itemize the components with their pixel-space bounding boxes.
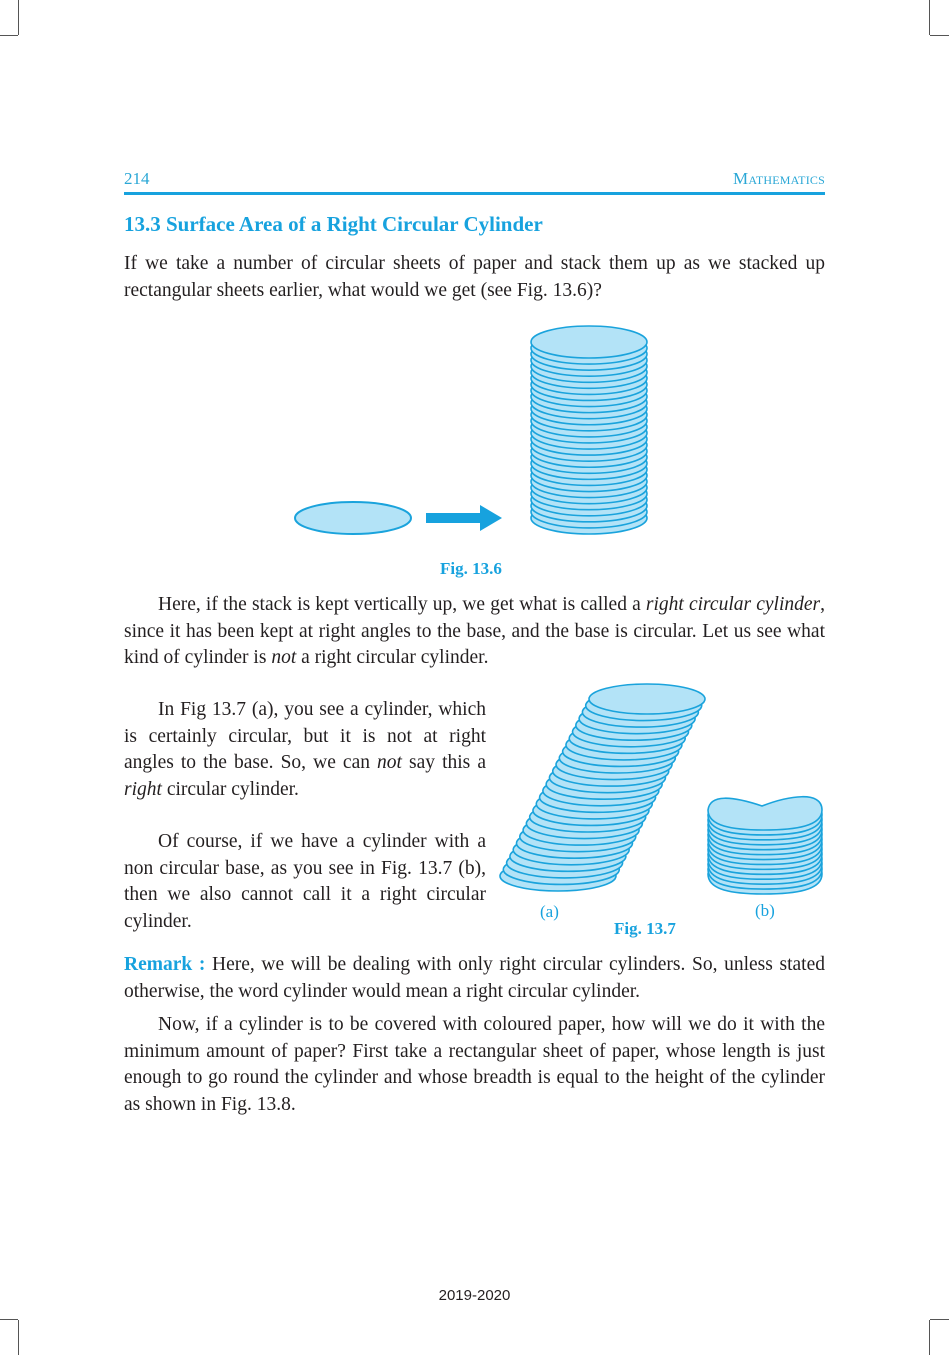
disc [531,326,647,358]
disc-stack [531,326,647,534]
figure-label-b: (b) [755,901,775,920]
section-title: 13.3 Surface Area of a Right Circular Cylinder [124,212,543,236]
paragraph-right-circular: Here, if the stack is kept vertically up, we get what is called a right circular cylinder, since it has been kept at right angles to the base, and the base is circular. Let us see what kind of cylinder is not a right circular cylinder. [124,594,825,668]
figure-caption: Fig. 13.6 [440,559,502,578]
crop-mark [0,1319,18,1320]
remark: Remark : Here, we will be dealing with only right circular cylinders. So, unless stated otherwise, the word cylinder would mean a right circular cylinder. [124,954,825,1002]
figure-13-6 [280,318,670,546]
non-circular-stack [708,797,822,894]
paragraph-non-circular: Of course, if we have a cylinder with a non circular base, as you see in Fig. 13.7 (b), then we also cannot call it a right circular cylinder. [124,831,486,932]
oblique-disc-stack [500,684,705,891]
crop-mark [18,0,19,35]
paragraph-intro: If we take a number of circular sheets of paper and stack them up as we stacked up rectangular sheets earlier, what would we get (see Fig. 13.6)? [124,253,825,301]
arrow-icon [426,505,502,531]
page-number: 214 [124,169,150,188]
crop-mark [0,35,18,36]
single-disc [295,502,411,534]
paragraph-oblique: In Fig 13.7 (a), you see a cylinder, which is certainly circular, but it is not at right angles to the base. So, we can not say this a right circular cylinder. [124,699,486,800]
header-rule [124,192,825,195]
footer-year: 2019-2020 [438,1287,511,1304]
remark-label: Remark : [124,954,206,975]
running-head: Mathematics [733,169,825,188]
disc [589,684,705,714]
figure-13-7 [496,680,836,902]
crop-mark [929,0,930,35]
crop-mark [930,35,949,36]
crop-mark [18,1320,19,1355]
crop-mark [930,1319,949,1320]
paragraph-covering: Now, if a cylinder is to be covered with coloured paper, how will we do it with the minimum amount of paper? First take a rectangular sheet of paper, whose length is just enough to go round the cylinder and whose breadth is equal to the height of the cylinder as shown in Fig. 13.8. [124,1014,825,1115]
page-header [124,166,825,196]
figure-label-a: (a) [540,902,559,921]
crop-mark [929,1320,930,1355]
disc [708,797,822,830]
figure-caption: Fig. 13.7 [614,919,676,938]
